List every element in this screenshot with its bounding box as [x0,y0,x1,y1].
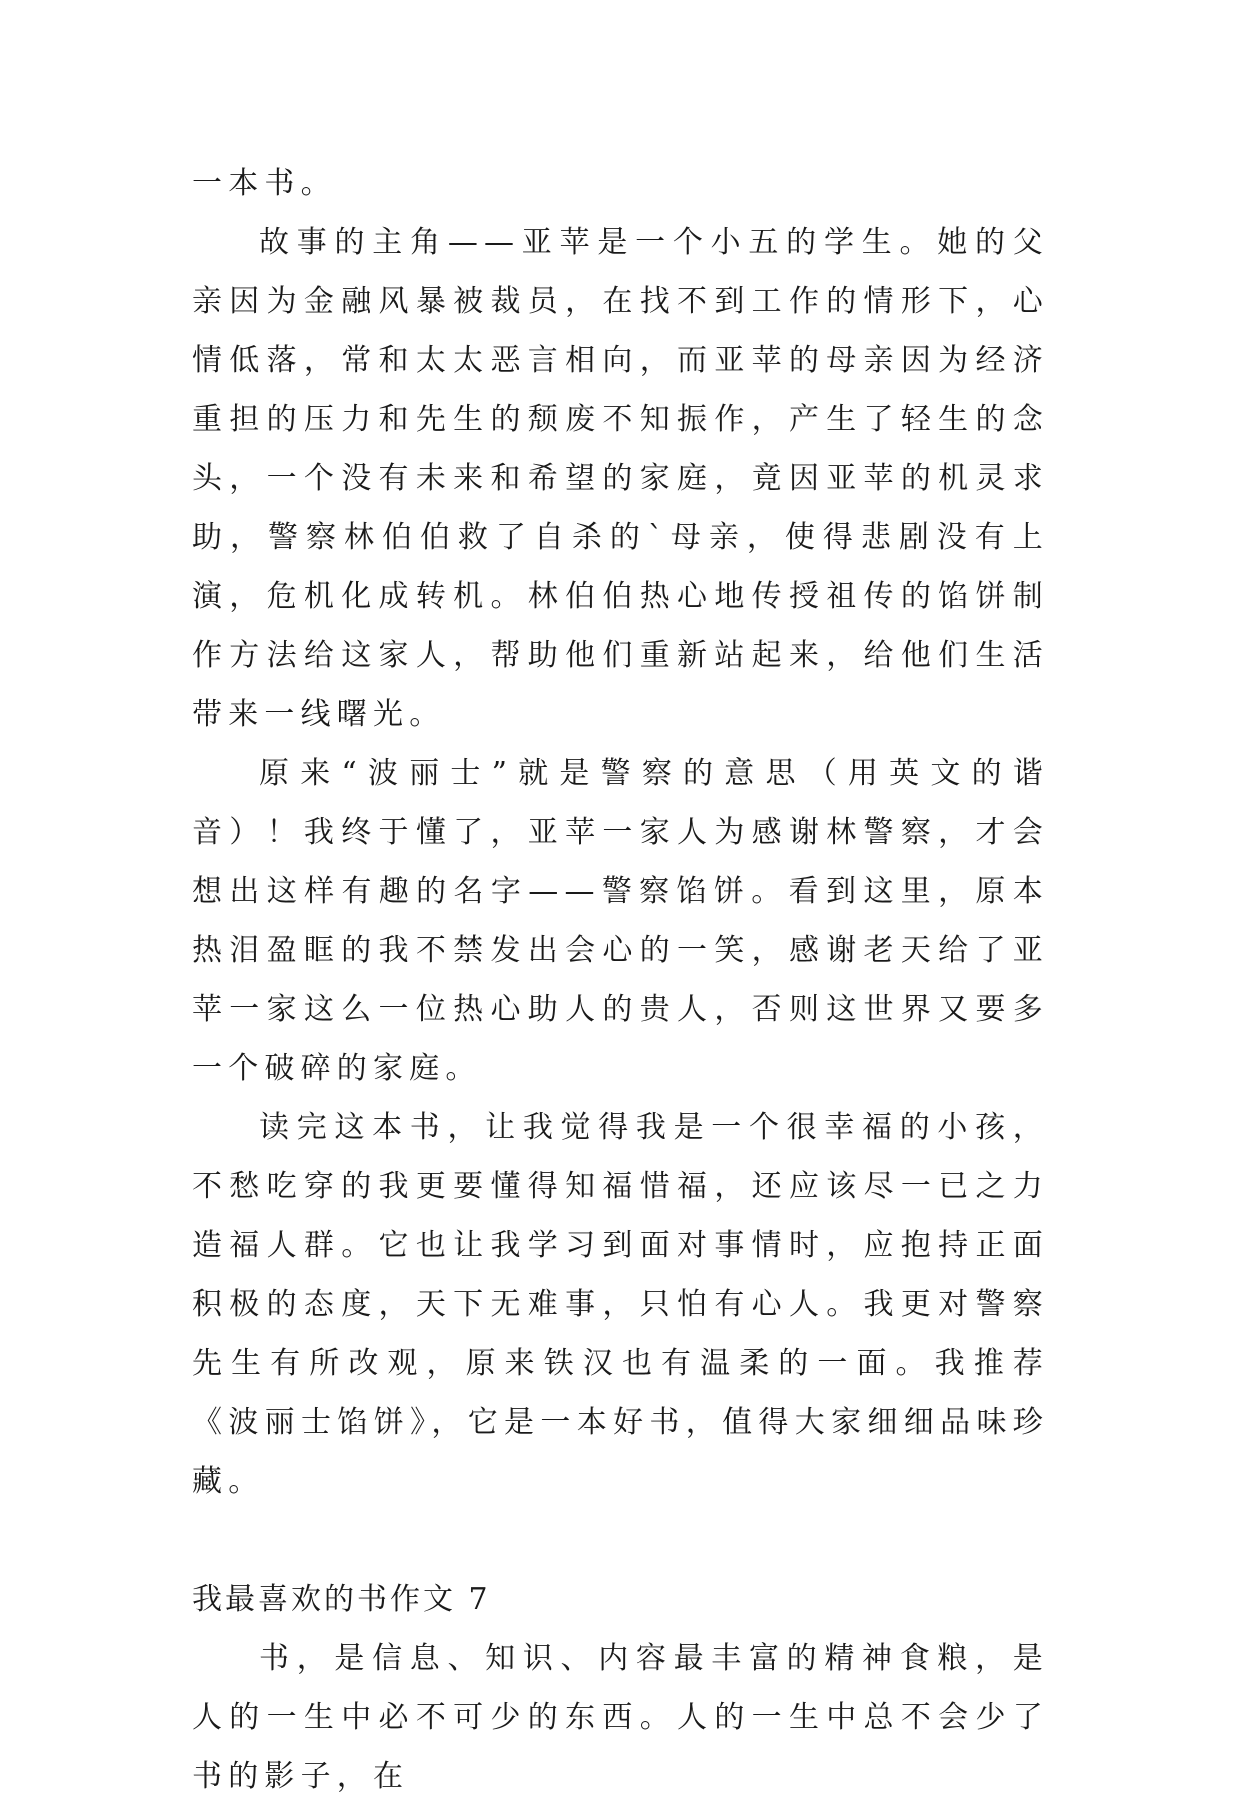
paragraph: 书，是信息、知识、内容最丰富的精神食粮，是人的一生中必不可少的东西。人的一生中总不会少了书的影子，在 [192,1641,1049,1794]
paragraph: 故事的主角——亚苹是一个小五的学生。她的父亲因为金融风暴被裁员，在找不到工作的情形下，心情低落，常和太太恶言相向，而亚苹的母亲因为经济重担的压力和先生的颓废不知振作，产生了轻生的念头，一个没有未来和希望的家庭，竟因亚苹的机灵求助，警察林伯伯救了自杀的`母亲，使得悲剧没有上演，危机化成转机。林伯伯热心地传授祖传的馅饼制作方法给这家人，帮助他们重新站起来，给他们生活带来一线曙光。 [192,225,1049,732]
paragraph: 原来“波丽士”就是警察的意思（用英文的谐音）！我终于懂了，亚苹一家人为感谢林警察，才会想出这样有趣的名字——警察馅饼。看到这里，原本热泪盈眶的我不禁发出会心的一笑，感谢老天给了亚苹一家这么一位热心助人的贵人，否则这世界又要多一个破碎的家庭。 [192,756,1049,1086]
document-body [192,154,1049,1806]
lead-fragment: 一本书。 [192,166,337,201]
section-heading: 我最喜欢的书作文 7 [192,1582,491,1617]
paragraph: 读完这本书，让我觉得我是一个很幸福的小孩，不愁吃穿的我更要懂得知福惜福，还应该尽一已之力造福人群。它也让我学习到面对事情时，应抱持正面积极的态度，天下无难事，只怕有心人。我更对警察先生有所改观，原来铁汉也有温柔的一面。我推荐《波丽士馅饼》，它是一本好书，值得大家细细品味珍藏。 [192,1110,1049,1499]
